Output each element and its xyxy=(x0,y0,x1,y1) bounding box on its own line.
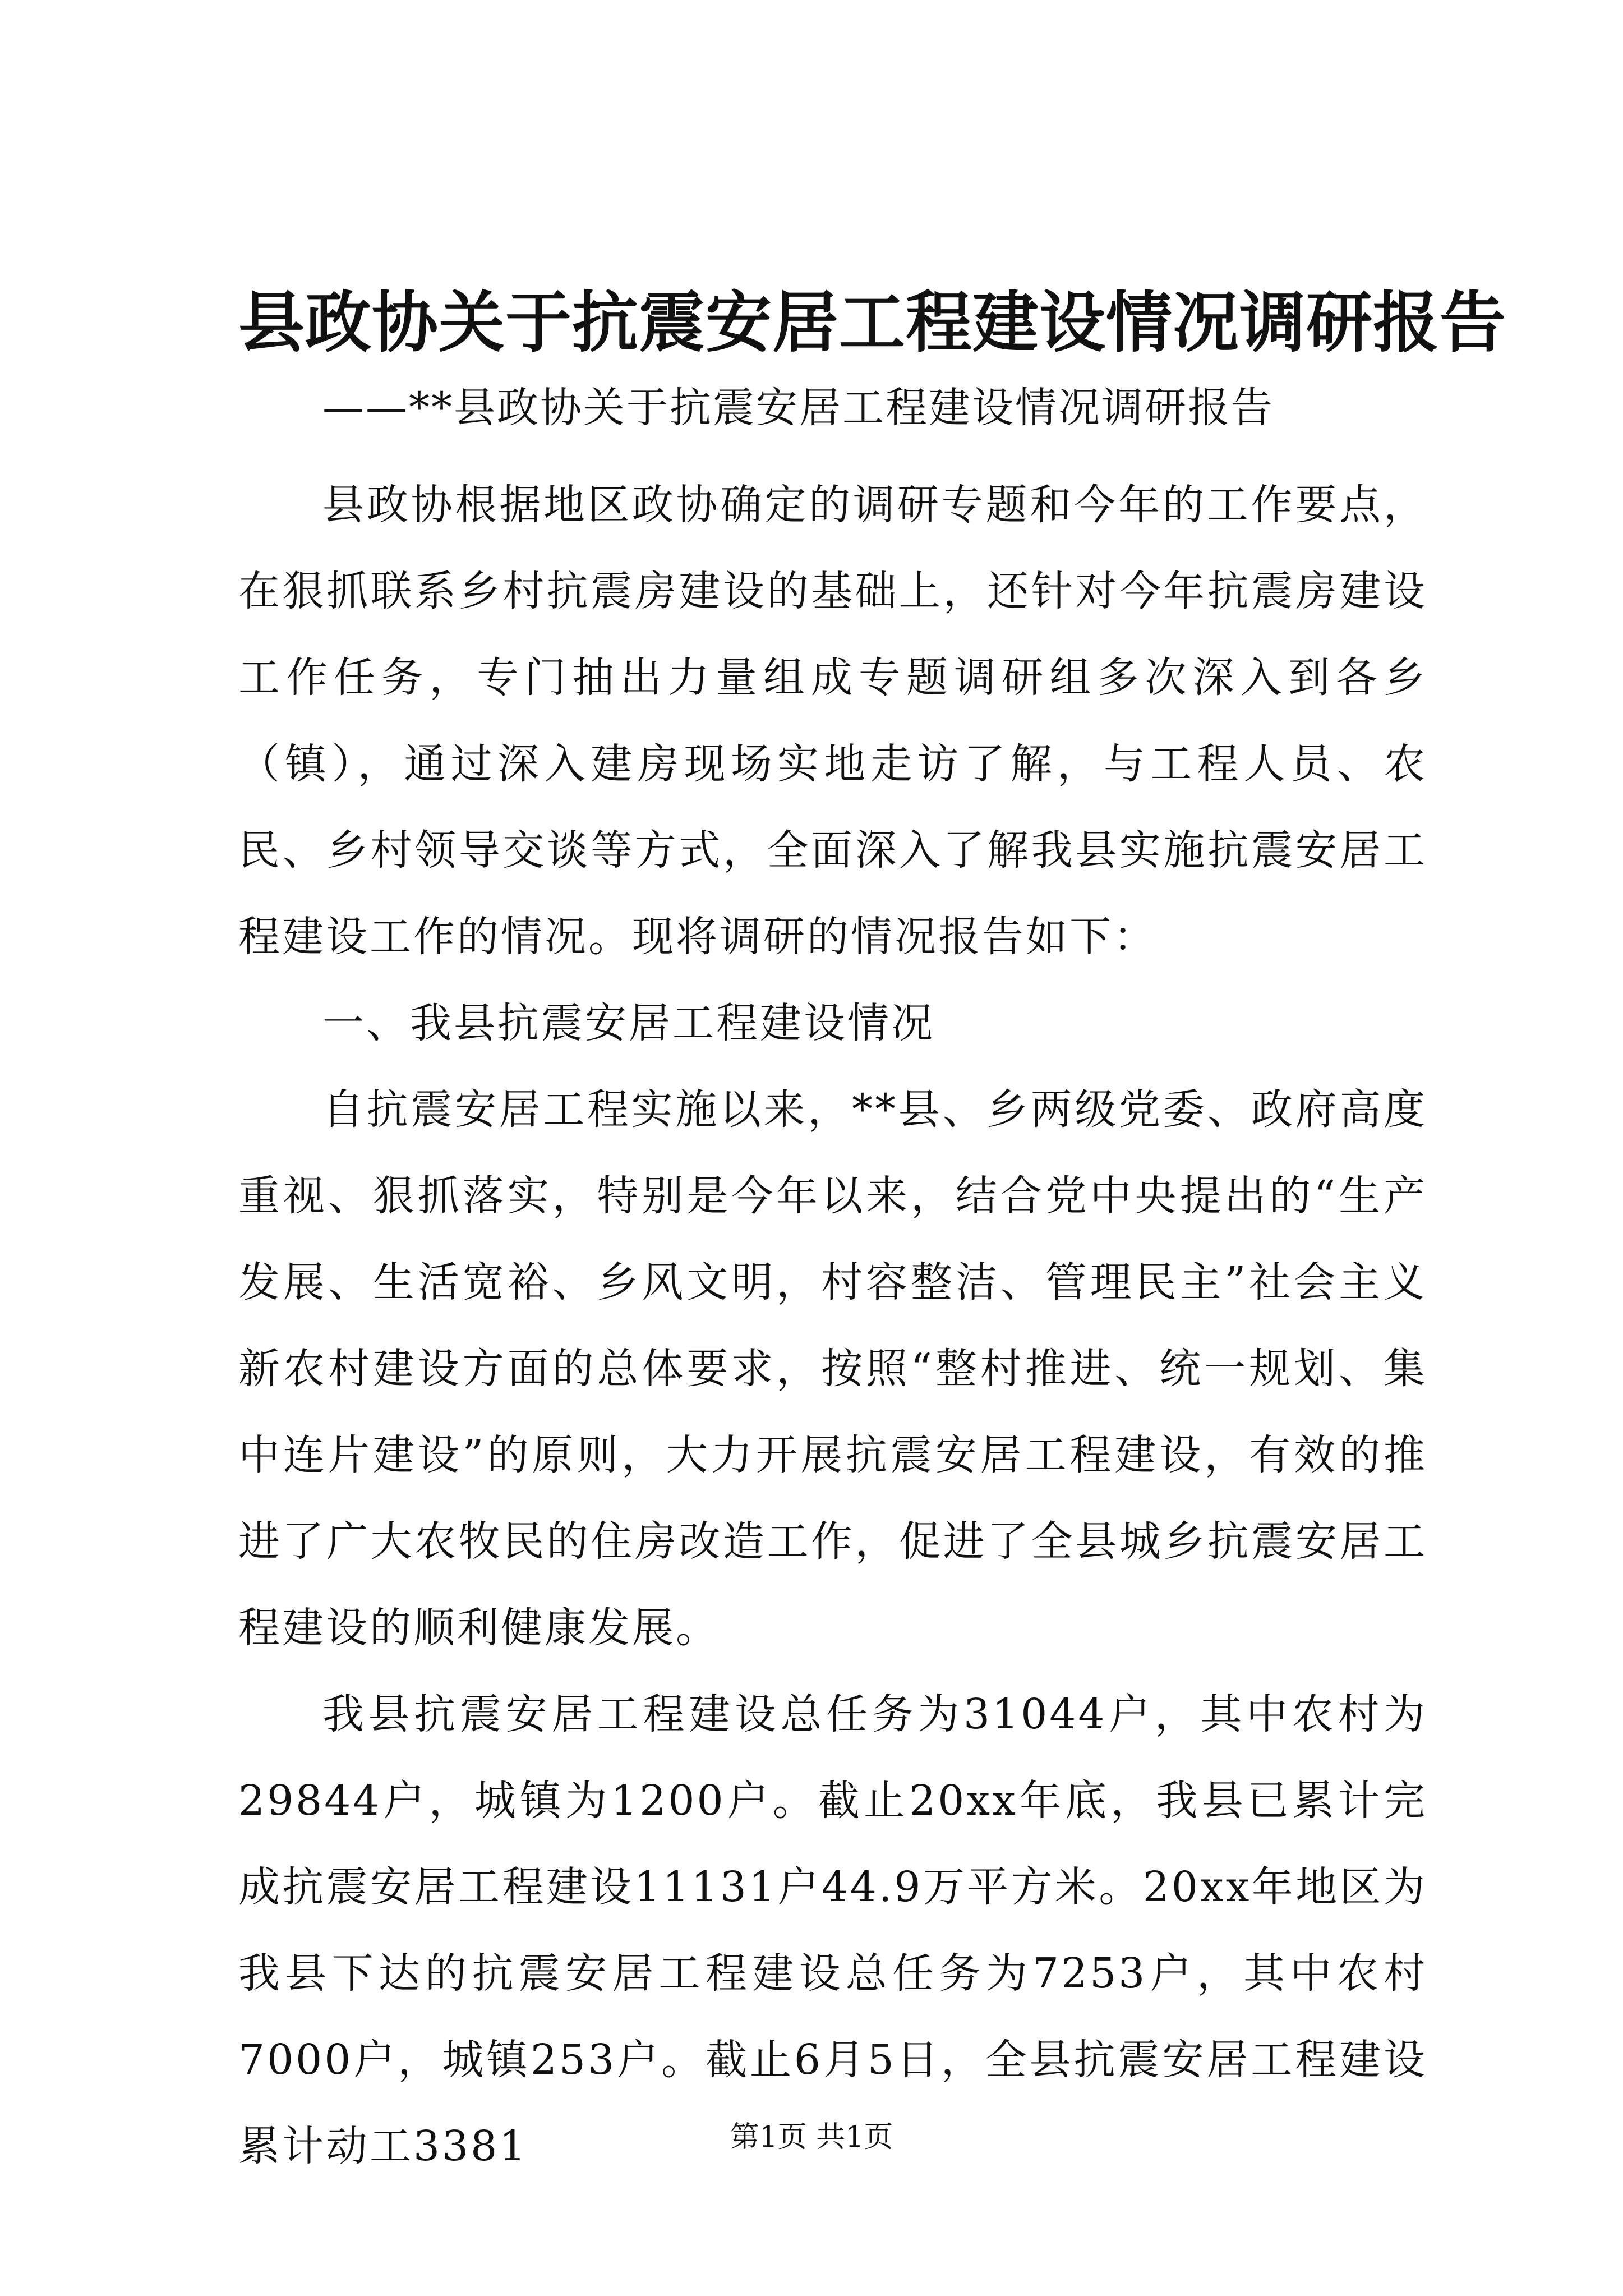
document-body xyxy=(238,462,1427,2189)
document-subtitle: ——**县政协关于抗震安居工程建设情况调研报告 xyxy=(322,384,1274,432)
paragraph-implementation: 自抗震安居工程实施以来，**县、乡两级党委、政府高度重视、狠抓落实，特别是今年以来，结合党中央提出的“生产发展、生活宽裕、乡风文明，村容整洁、管理民主”社会主义新农村建设方面的总体要求，按照“整村推进、统一规划、集中连片建设”的原则，大力开展抗震安居工程建设，有效的推进了广大农牧民的住房改造工作，促进了全县城乡抗震安居工程建设的顺利健康发展。 xyxy=(238,1085,1427,1652)
section-heading-1: 一、我县抗震安居工程建设情况 xyxy=(322,999,935,1047)
paragraph-statistics: 我县抗震安居工程建设总任务为31044户，其中农村为29844户，城镇为1200户。截止20xx年底，我县已累计完成抗震安居工程建设11131户44.9万平方米。20xx年地区为我县下达的抗震安居工程建设总任务为7253户，其中农村7000户，城镇253户。截止6月5日，全县抗震安居工程建设累计动工3381 xyxy=(238,1690,1427,2170)
paragraph-intro: 县政协根据地区政协确定的调研专题和今年的工作要点，在狠抓联系乡村抗震房建设的基础上，还针对今年抗震房建设工作任务，专门抽出力量组成专题调研组多次深入到各乡（镇），通过深入建房现场实地走访了解，与工程人员、农民、乡村领导交谈等方式，全面深入了解我县实施抗震安居工程建设工作的情况。现将调研的情况报告如下： xyxy=(238,481,1427,961)
document-title: 县政协关于抗震安居工程建设情况调研报告 xyxy=(238,284,1507,361)
page-footer: 第1页 共1页 xyxy=(730,2120,893,2154)
